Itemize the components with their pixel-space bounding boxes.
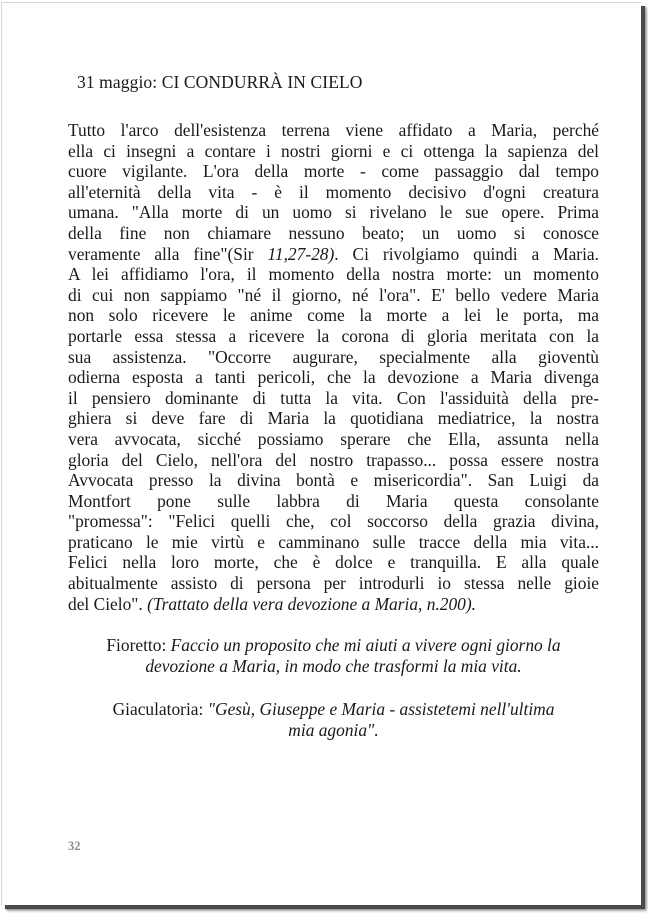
body-line xyxy=(68,573,599,594)
body-line xyxy=(68,264,599,285)
body-paragraph xyxy=(68,120,599,614)
body-text-segment: umana. "Alla morte di un uomo si rivelano le sue opere. Prima xyxy=(68,202,599,223)
body-text-segment: Avvocata presso la divina bontà e misericordia". San Luigi da xyxy=(68,470,599,491)
body-text-segment: abitualmente assisto di persona per introdurli io stessa nelle gioie xyxy=(68,573,599,594)
body-text-segment: Felici nella loro morte, che è dolce e tranquilla. E alla quale xyxy=(68,552,599,573)
body-text-segment: portarle essa stessa a ricevere la corona di gloria meritata con la xyxy=(68,325,599,346)
body-line xyxy=(68,285,599,306)
fioretto-text-1: Faccio un proposito che mi aiuti a vivere ogni giorno la xyxy=(170,635,561,655)
body-line xyxy=(68,347,599,368)
body-text-segment: sua assistenza. "Occorre augurare, specialmente alla gioventù xyxy=(68,346,599,367)
body-text-segment: cuore vigilante. L'ora della morte - come passaggio dal tempo xyxy=(68,161,599,182)
body-text-segment: "promessa": "Felici quelli che, col soccorso della grazia divina, xyxy=(68,511,599,532)
body-text-segment: gloria del Cielo, nell'ora del nostro trapasso... possa essere nostra xyxy=(68,449,599,470)
fioretto-line-1 xyxy=(68,635,599,656)
body-line xyxy=(68,326,599,347)
body-line xyxy=(68,182,599,203)
body-line xyxy=(68,223,599,244)
body-line xyxy=(68,120,599,141)
body-text-segment: il pensiero dominante di tutta la vita. Con l'assiduità della pre- xyxy=(68,387,599,408)
body-italic-segment: (Trattato della vera devozione a Maria, n.200). xyxy=(147,593,477,614)
giaculatoria-label: Giaculatoria: xyxy=(112,699,208,719)
body-text-segment: della fine non chiamare nessuno beato; un uomo si conosce xyxy=(68,222,599,243)
body-text-segment: odierna esposta a tanti pericoli, che la devozione a Maria divenga xyxy=(68,367,599,388)
body-line xyxy=(68,244,599,265)
body-text-segment: ella ci insegni a contare i nostri giorni e ci ottenga la sapienza del xyxy=(68,140,599,161)
body-line xyxy=(68,202,599,223)
body-line xyxy=(68,511,599,532)
body-text-segment: vera avvocata, sicché possiamo sperare che Ella, assunta nella xyxy=(68,428,599,449)
body-line xyxy=(68,552,599,573)
fioretto-block xyxy=(68,635,599,677)
body-italic-segment: 11,27-28) xyxy=(267,243,335,264)
body-text-segment: praticano le mie virtù e camminano sulle tracce della mia vita... xyxy=(68,531,599,552)
body-line xyxy=(68,141,599,162)
fioretto-label: Fioretto: xyxy=(106,635,171,655)
body-line xyxy=(68,305,599,326)
body-text-segment: di cui non sappiamo "né il giorno, né l'ora". E' bello vedere Maria xyxy=(68,284,599,305)
giaculatoria-block xyxy=(68,699,599,741)
body-line xyxy=(68,408,599,429)
body-line xyxy=(68,491,599,512)
giaculatoria-line-1 xyxy=(68,699,599,720)
body-text-segment: . Ci rivolgiamo quindi a Maria. xyxy=(334,243,599,264)
body-line xyxy=(68,532,599,553)
page-number: 32 xyxy=(68,839,81,853)
giaculatoria-text-2: mia agonia". xyxy=(288,720,379,740)
body-text-segment: ghiera si deve fare di Maria la quotidiana mediatrice, la nostra xyxy=(68,408,599,429)
fioretto-text-2: devozione a Maria, in modo che trasformi la mia vita. xyxy=(145,656,522,676)
body-line xyxy=(68,429,599,450)
body-line xyxy=(68,450,599,471)
body-line xyxy=(68,470,599,491)
body-text-segment: Tutto l'arco dell'esistenza terrena viene affidato a Maria, perché xyxy=(68,120,599,140)
body-text-segment: all'eternità della vita - è il momento decisivo d'ogni creatura xyxy=(68,181,599,202)
giaculatoria-text-1: "Gesù, Giuseppe e Maria - assistetemi nell'ultima xyxy=(207,699,555,719)
body-line xyxy=(68,161,599,182)
body-text-segment: veramente alla fine"(Sir xyxy=(68,243,268,264)
body-line xyxy=(68,388,599,409)
body-text-segment: A lei affidiamo l'ora, il momento della nostra morte: un momento xyxy=(68,264,599,285)
page-title: 31 maggio: CI CONDURRÀ IN CIELO xyxy=(77,72,363,92)
body-text-segment: non solo ricevere le anime come la morte a lei le porta, ma xyxy=(68,305,599,326)
body-line xyxy=(68,594,599,615)
book-page xyxy=(1,2,641,905)
body-line xyxy=(68,367,599,388)
body-text-segment: del Cielo". xyxy=(68,593,148,614)
body-text-segment: Montfort pone sulle labbra di Maria questa consolante xyxy=(68,490,599,511)
